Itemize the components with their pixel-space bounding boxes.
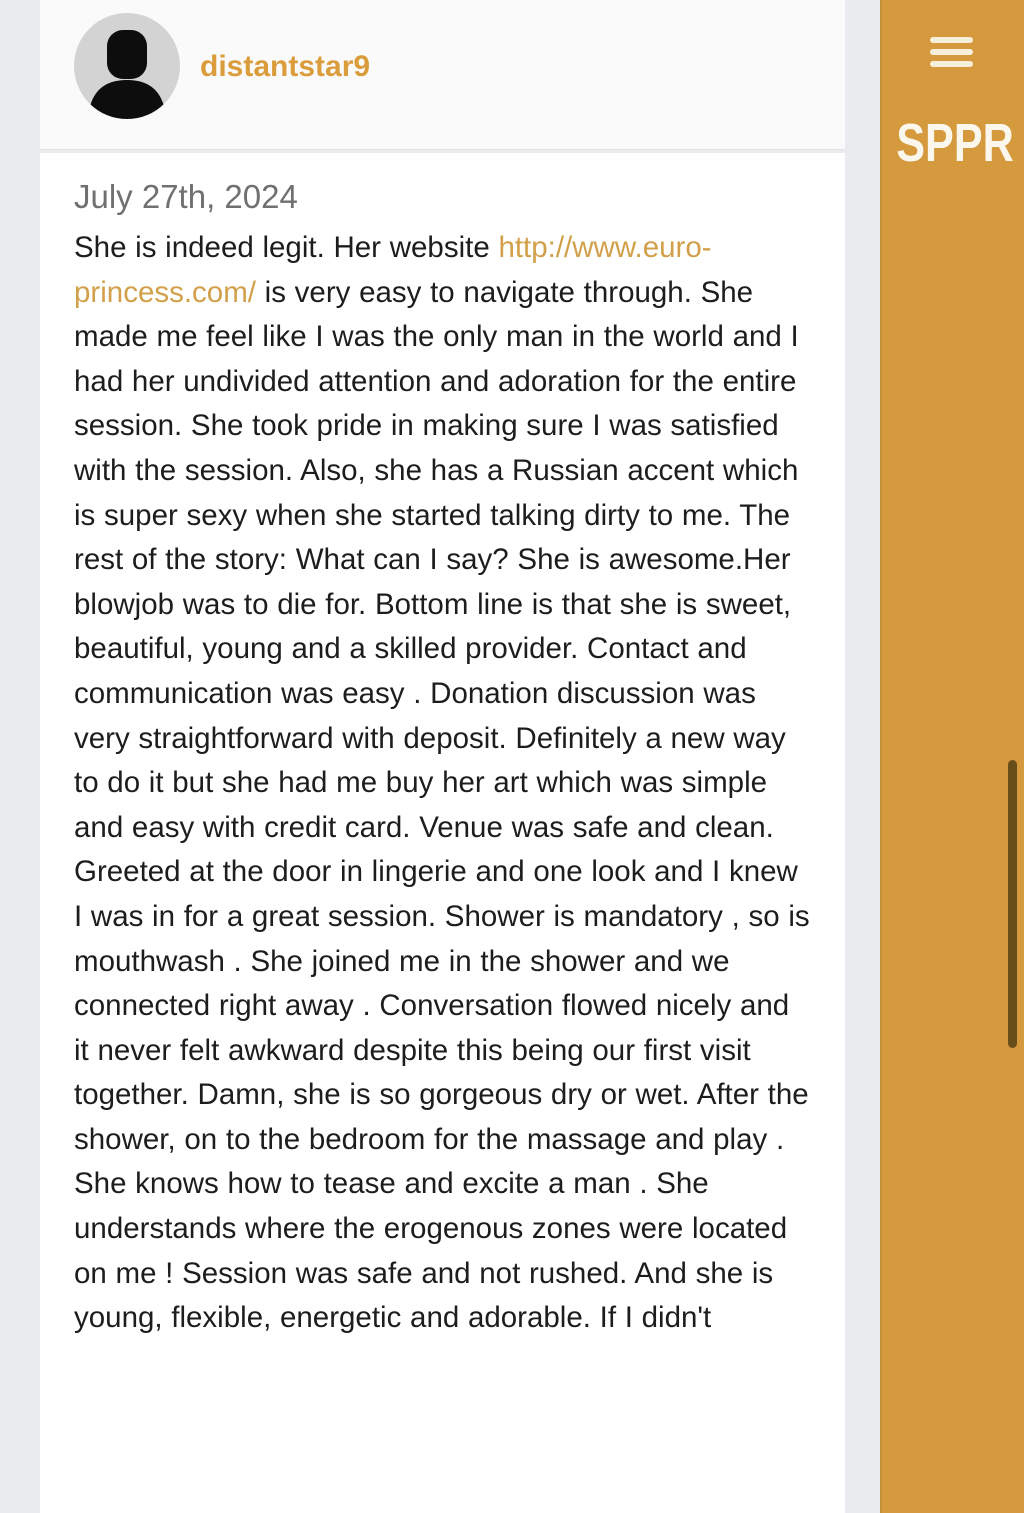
post-date: July 27th, 2024: [74, 178, 298, 215]
hamburger-bar: [930, 61, 973, 67]
post-website-link[interactable]: http://www.euro-princess.com/: [74, 231, 712, 309]
post-body-card: [40, 153, 845, 1513]
post-column: [40, 0, 845, 1513]
brand-logo[interactable]: SPPR: [896, 113, 1014, 173]
avatar[interactable]: [74, 13, 180, 119]
hamburger-bar: [930, 37, 973, 43]
post-content: [74, 226, 810, 1341]
post-text-after-link: is very easy to navigate through. She made me feel like I was the only man in the world and I had her undivided attention and adoration for the entire session. She took pride in making sure I was satisfied with the session. Also, she has a Russian accent which is super sexy when she started talking dirty to me. The rest of the story: What can I say? She is awesome.Her blowjob was to die for. Bottom line is that she is sweet, beautiful, young and a skilled provider. Contact and communication was easy . Donation discussion was very straightforward with deposit. Definitely a new way to do it but she had me buy her art which was simple and easy with credit card. Venue was safe and clean. Greeted at the door in lingerie and one look and I knew I was in for a great session. Shower is mandatory , so is mouthwash . She joined me in the shower and we connected right away . Conversation flowed nicely and it never felt awkward despite this being our first visit together. Damn, she is so gorgeous dry or wet. After the shower, on to the bedroom for the massage and play . She knows how to tease and excite a man . She understands where the erogenous zones were located on me ! Session was safe and not rushed. And she is young, flexible, energetic and adorable. If I didn't: [74, 275, 810, 1335]
person-icon: [74, 13, 180, 119]
hamburger-bar: [930, 49, 973, 55]
scrollbar-thumb[interactable]: [1008, 760, 1017, 1048]
username-link[interactable]: distantstar9: [200, 50, 371, 83]
post-text-before-link: She is indeed legit. Her website: [74, 231, 499, 264]
hamburger-menu-icon[interactable]: [930, 37, 973, 67]
sidebar: [880, 0, 1024, 1513]
post-header-card: [40, 0, 845, 150]
